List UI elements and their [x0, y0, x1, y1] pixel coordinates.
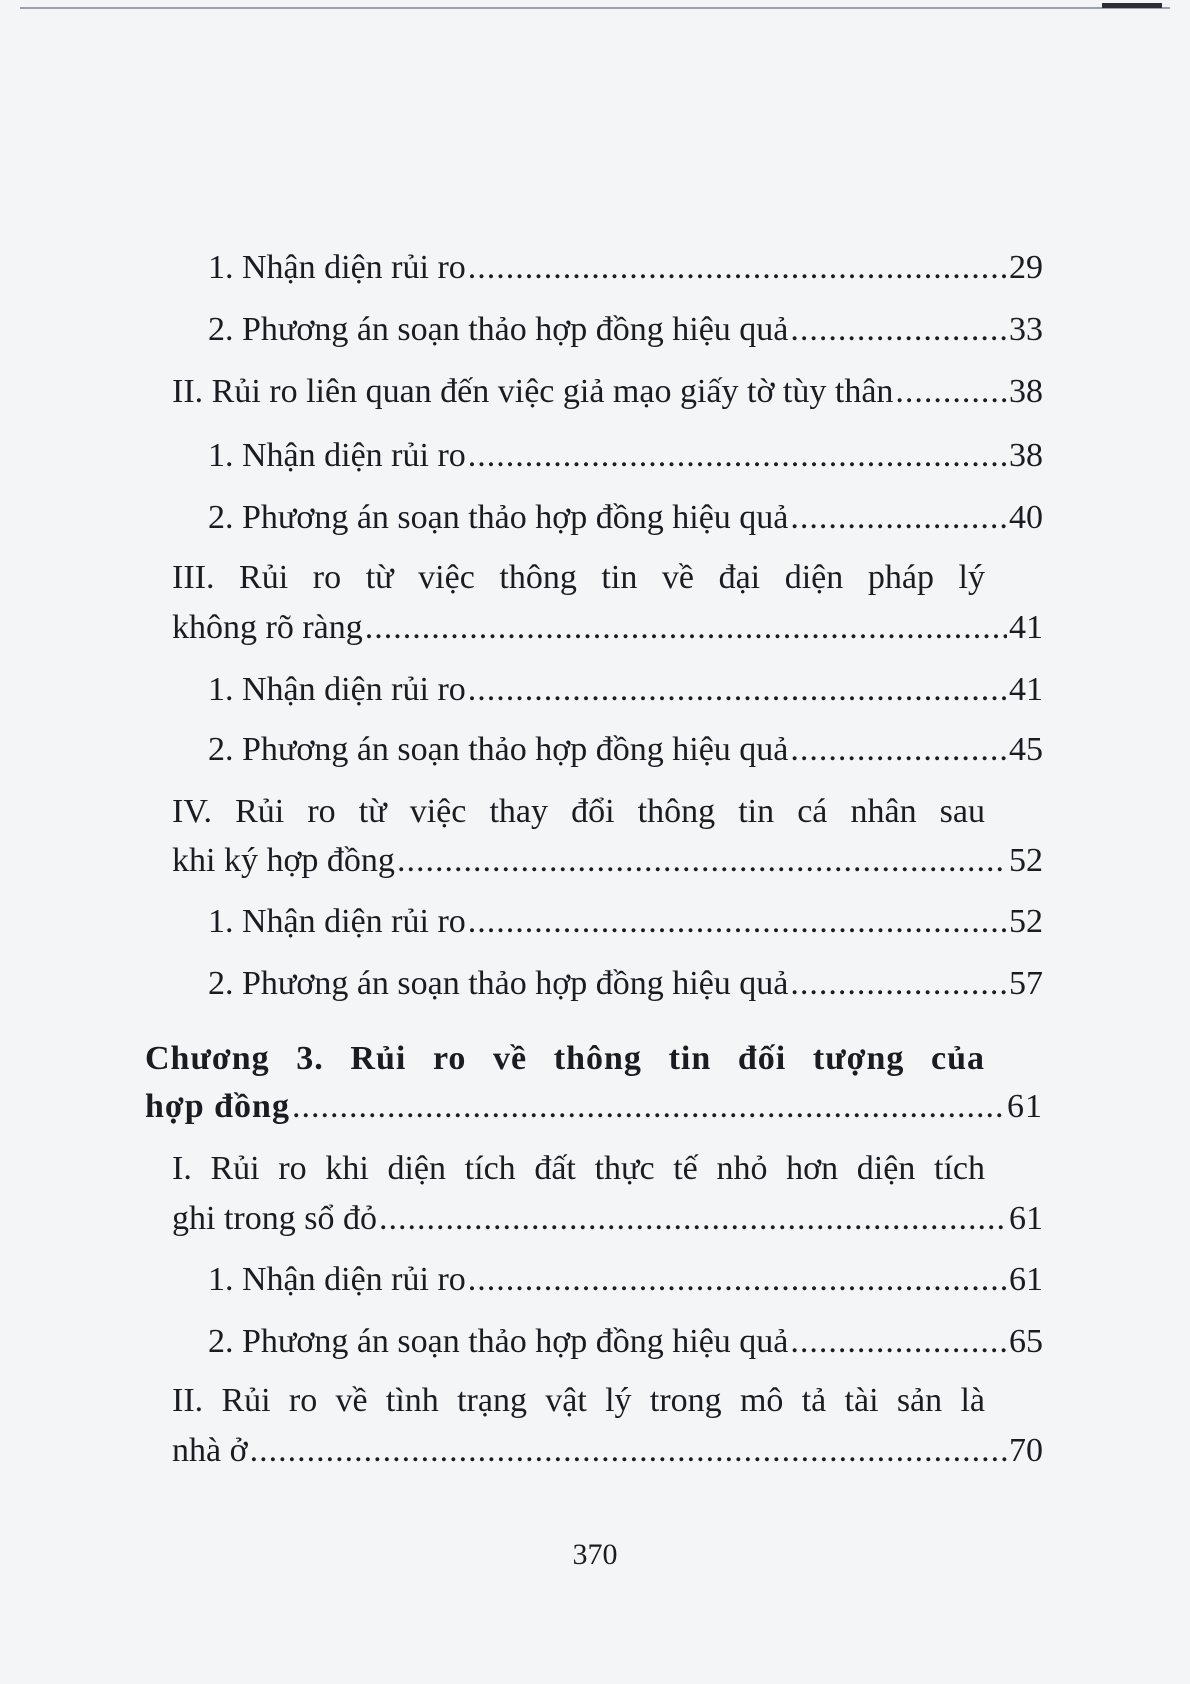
toc-entry [208, 436, 1043, 476]
toc-entry-line1 [172, 1381, 985, 1421]
leader-dots [468, 248, 1007, 288]
toc-title: nhà ở [172, 1432, 248, 1469]
toc-title: 1. Nhận diện rủi ro [208, 437, 466, 474]
toc-title: 2. Phương án soạn thảo hợp đồng hiệu quả [208, 311, 789, 348]
toc-page: 65 [1009, 1323, 1043, 1360]
toc-page: 52 [1009, 842, 1043, 879]
toc-page: 33 [1009, 311, 1043, 348]
toc-title: 2. Phương án soạn thảo hợp đồng hiệu quả [208, 499, 789, 536]
toc-title: III. Rủi ro từ việc thông tin về đại diện pháp lý [172, 559, 985, 596]
toc-entry [208, 670, 1043, 710]
toc-page: 41 [1009, 671, 1043, 708]
toc-page: 57 [1009, 965, 1043, 1002]
toc-page: 45 [1009, 731, 1043, 768]
toc-title: 2. Phương án soạn thảo hợp đồng hiệu quả [208, 1323, 789, 1360]
toc-page: 70 [1009, 1432, 1043, 1469]
toc-page: 38 [1009, 373, 1043, 410]
leader-dots [468, 902, 1007, 942]
toc-page: 61 [1009, 1200, 1043, 1237]
toc-entry-line2 [172, 1199, 1043, 1239]
toc-entry-line2 [172, 841, 1043, 881]
toc-entry [172, 372, 1043, 412]
leader-dots [250, 1431, 1007, 1471]
toc-title: 2. Phương án soạn thảo hợp đồng hiệu quả [208, 965, 789, 1002]
leader-dots [895, 372, 1007, 412]
toc-title: II. Rủi ro về tình trạng vật lý trong mô tả tài sản là [172, 1382, 985, 1419]
leader-dots [790, 310, 1007, 350]
page-number: 370 [572, 1538, 618, 1571]
leader-dots [379, 1199, 1007, 1239]
toc-page: 52 [1009, 903, 1043, 940]
toc-entry [208, 1260, 1043, 1300]
chapter-heading-line2 [145, 1087, 1043, 1127]
toc-title: 1. Nhận diện rủi ro [208, 903, 466, 940]
toc-title: II. Rủi ro liên quan đến việc giả mạo giấy tờ tùy thân [172, 373, 894, 410]
leader-dots [790, 498, 1007, 538]
leader-dots [468, 670, 1007, 710]
leader-dots [790, 730, 1007, 770]
toc-page: 38 [1009, 437, 1043, 474]
leader-dots [468, 1260, 1007, 1300]
leader-dots [397, 841, 1007, 881]
toc-entry [208, 248, 1043, 288]
leader-dots [790, 1322, 1007, 1362]
toc-entry [208, 310, 1043, 350]
toc-entry-line1 [172, 558, 985, 598]
toc-title: ghi trong sổ đỏ [172, 1200, 377, 1237]
toc-title: IV. Rủi ro từ việc thay đổi thông tin cá nhân sau [172, 793, 985, 830]
toc-title: không rõ ràng [172, 609, 363, 646]
toc-title: 1. Nhận diện rủi ro [208, 249, 466, 286]
toc-title: khi ký hợp đồng [172, 842, 395, 879]
scan-edge-line [20, 7, 1170, 9]
toc-entry-line1 [172, 1149, 985, 1189]
leader-dots [365, 608, 1007, 648]
toc-entry [208, 498, 1043, 538]
toc-title: 1. Nhận diện rủi ro [208, 1261, 466, 1298]
toc-entry [208, 1322, 1043, 1362]
chapter-heading-line1 [145, 1039, 985, 1079]
toc-page: 41 [1009, 609, 1043, 646]
toc-entry [208, 730, 1043, 770]
scan-edge-mark [1102, 3, 1162, 8]
toc-entry-line1 [172, 792, 985, 832]
toc-entry [208, 902, 1043, 942]
toc-title: 1. Nhận diện rủi ro [208, 671, 466, 708]
toc-entry [208, 964, 1043, 1004]
toc-title: hợp đồng [145, 1088, 290, 1125]
toc-title: I. Rủi ro khi diện tích đất thực tế nhỏ hơn diện tích [172, 1150, 985, 1187]
leader-dots [790, 964, 1007, 1004]
toc-entry-line2 [172, 1431, 1043, 1471]
leader-dots [292, 1087, 1005, 1127]
toc-title: 2. Phương án soạn thảo hợp đồng hiệu quả [208, 731, 789, 768]
toc-entry-line2 [172, 608, 1043, 648]
toc-page: 40 [1009, 499, 1043, 536]
toc-page: 61 [1007, 1088, 1043, 1125]
toc-page: 61 [1009, 1261, 1043, 1298]
toc-title: Chương 3. Rủi ro về thông tin đối tượng của [145, 1040, 985, 1077]
toc-page: 29 [1009, 249, 1043, 286]
leader-dots [468, 436, 1007, 476]
